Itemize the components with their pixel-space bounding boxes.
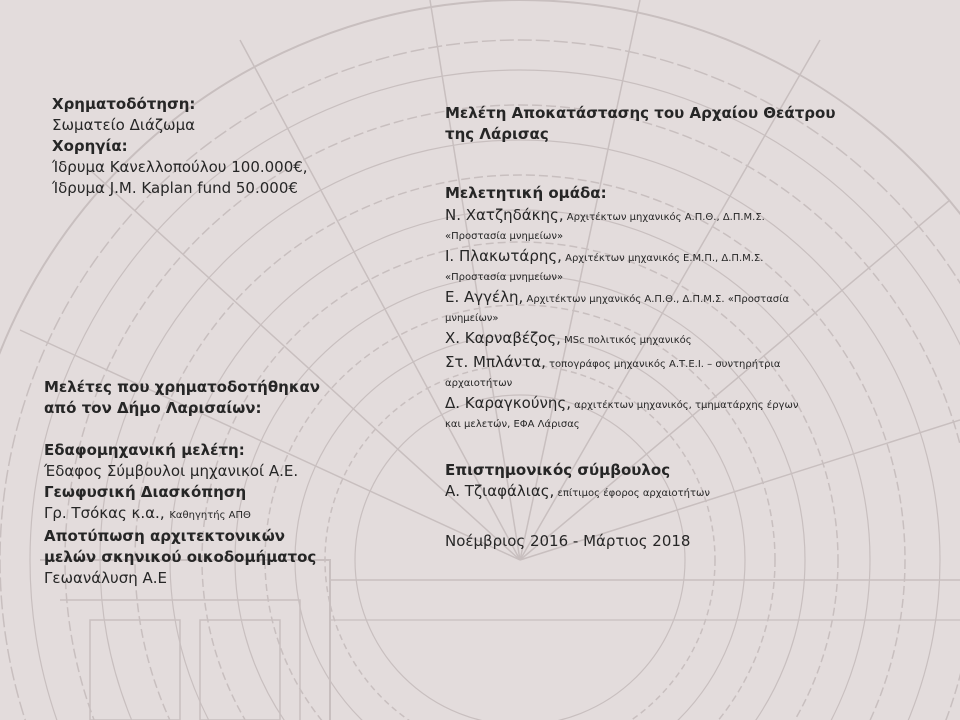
team-members-list (445, 204, 835, 433)
municipal-studies-section (44, 377, 320, 589)
team-member (445, 351, 835, 375)
team-member-name: Χ. Καρναβέζος, (445, 329, 561, 347)
study-title: της Λάρισας (445, 125, 549, 143)
sponsor-item: Ίδρυμα J.M. Kaplan fund 50.000€ (52, 179, 298, 197)
team-member-role: αρχιτέκτων μηχανικός, τμηματάρχης έργων (570, 400, 799, 411)
funding-heading: Χρηματοδότηση: (52, 95, 196, 113)
team-member-role: τοπογράφος μηχανικός Α.Τ.Ε.Ι. – συντηρήτρια (545, 359, 781, 370)
team-member (445, 327, 835, 351)
team-member-role-continued: και μελετών, ΕΦΑ Λάρισας (445, 419, 580, 430)
geotech-heading: Εδαφομηχανική μελέτη: (44, 441, 245, 459)
team-member-name: Στ. Μπλάντα, (445, 353, 546, 371)
team-member (445, 245, 835, 269)
survey-heading: μελών σκηνικού οικοδομήματος (44, 548, 317, 566)
funding-section (52, 94, 308, 199)
sponsor-item: Ίδρυμα Κανελλοπούλου 100.000€, (52, 158, 308, 176)
survey-value: Γεωανάλυση Α.Ε (44, 569, 168, 587)
team-member (445, 286, 835, 310)
study-period: Νοέμβριος 2016 - Μάρτιος 2018 (445, 532, 691, 550)
team-member-role: Αρχιτέκτων μηχανικός Ε.Μ.Π., Δ.Π.Μ.Σ. (561, 253, 764, 264)
team-member-role: MSc πολιτικός μηχανικός (560, 335, 692, 346)
team-member-name: Ν. Χατζηδάκης, (445, 206, 564, 224)
team-member-role-continued: αρχαιοτήτων (445, 378, 513, 389)
advisor-row (445, 481, 835, 504)
geotech-value: Έδαφος Σύμβουλοι μηχανικοί Α.Ε. (44, 462, 299, 480)
sponsorship-heading: Χορηγία: (52, 137, 128, 155)
study-section (445, 103, 835, 552)
geophysics-name: Γρ. Τσόκας κ.α., (44, 504, 170, 522)
municipal-heading: Μελέτες που χρηματοδοτήθηκαν (44, 378, 321, 396)
team-member (445, 392, 835, 416)
survey-heading: Αποτύπωση αρχιτεκτονικών (44, 527, 285, 545)
team-member-name: Ι. Πλακωτάρης, (445, 247, 562, 265)
funder-name: Σωματείο Διάζωμα (52, 116, 196, 134)
team-member-name: Ε. Αγγέλη, (445, 288, 524, 306)
advisor-heading: Επιστημονικός σύμβουλος (445, 461, 671, 479)
team-member-role: Αρχιτέκτων μηχανικός Α.Π.Θ., Δ.Π.Μ.Σ. «Προστασία (523, 294, 790, 305)
advisor-name: Α. Τζιαφάλιας, (445, 482, 555, 500)
team-member-role: Αρχιτέκτων μηχανικός Α.Π.Θ., Δ.Π.Μ.Σ. (563, 212, 765, 223)
geophysics-heading: Γεωφυσική Διασκόπηση (44, 483, 247, 501)
municipal-heading: από τον Δήμο Λαρισαίων: (44, 399, 262, 417)
team-member-name: Δ. Καραγκούνης, (445, 394, 571, 412)
team-member (445, 204, 835, 228)
study-title: Μελέτη Αποκατάστασης του Αρχαίου Θεάτρου (445, 104, 836, 122)
team-member-role-continued: «Προστασία μνημείων» (445, 272, 564, 283)
team-member-role-continued: μνημείων» (445, 313, 499, 324)
team-member-role-continued: «Προστασία μνημείων» (445, 231, 564, 242)
geophysics-value (44, 503, 320, 526)
advisor-role: επίτιμος έφορος αρχαιοτήτων (554, 488, 710, 499)
geophysics-role: Καθηγητής ΑΠΘ (169, 510, 251, 521)
team-heading: Μελετητική ομάδα: (445, 184, 607, 202)
